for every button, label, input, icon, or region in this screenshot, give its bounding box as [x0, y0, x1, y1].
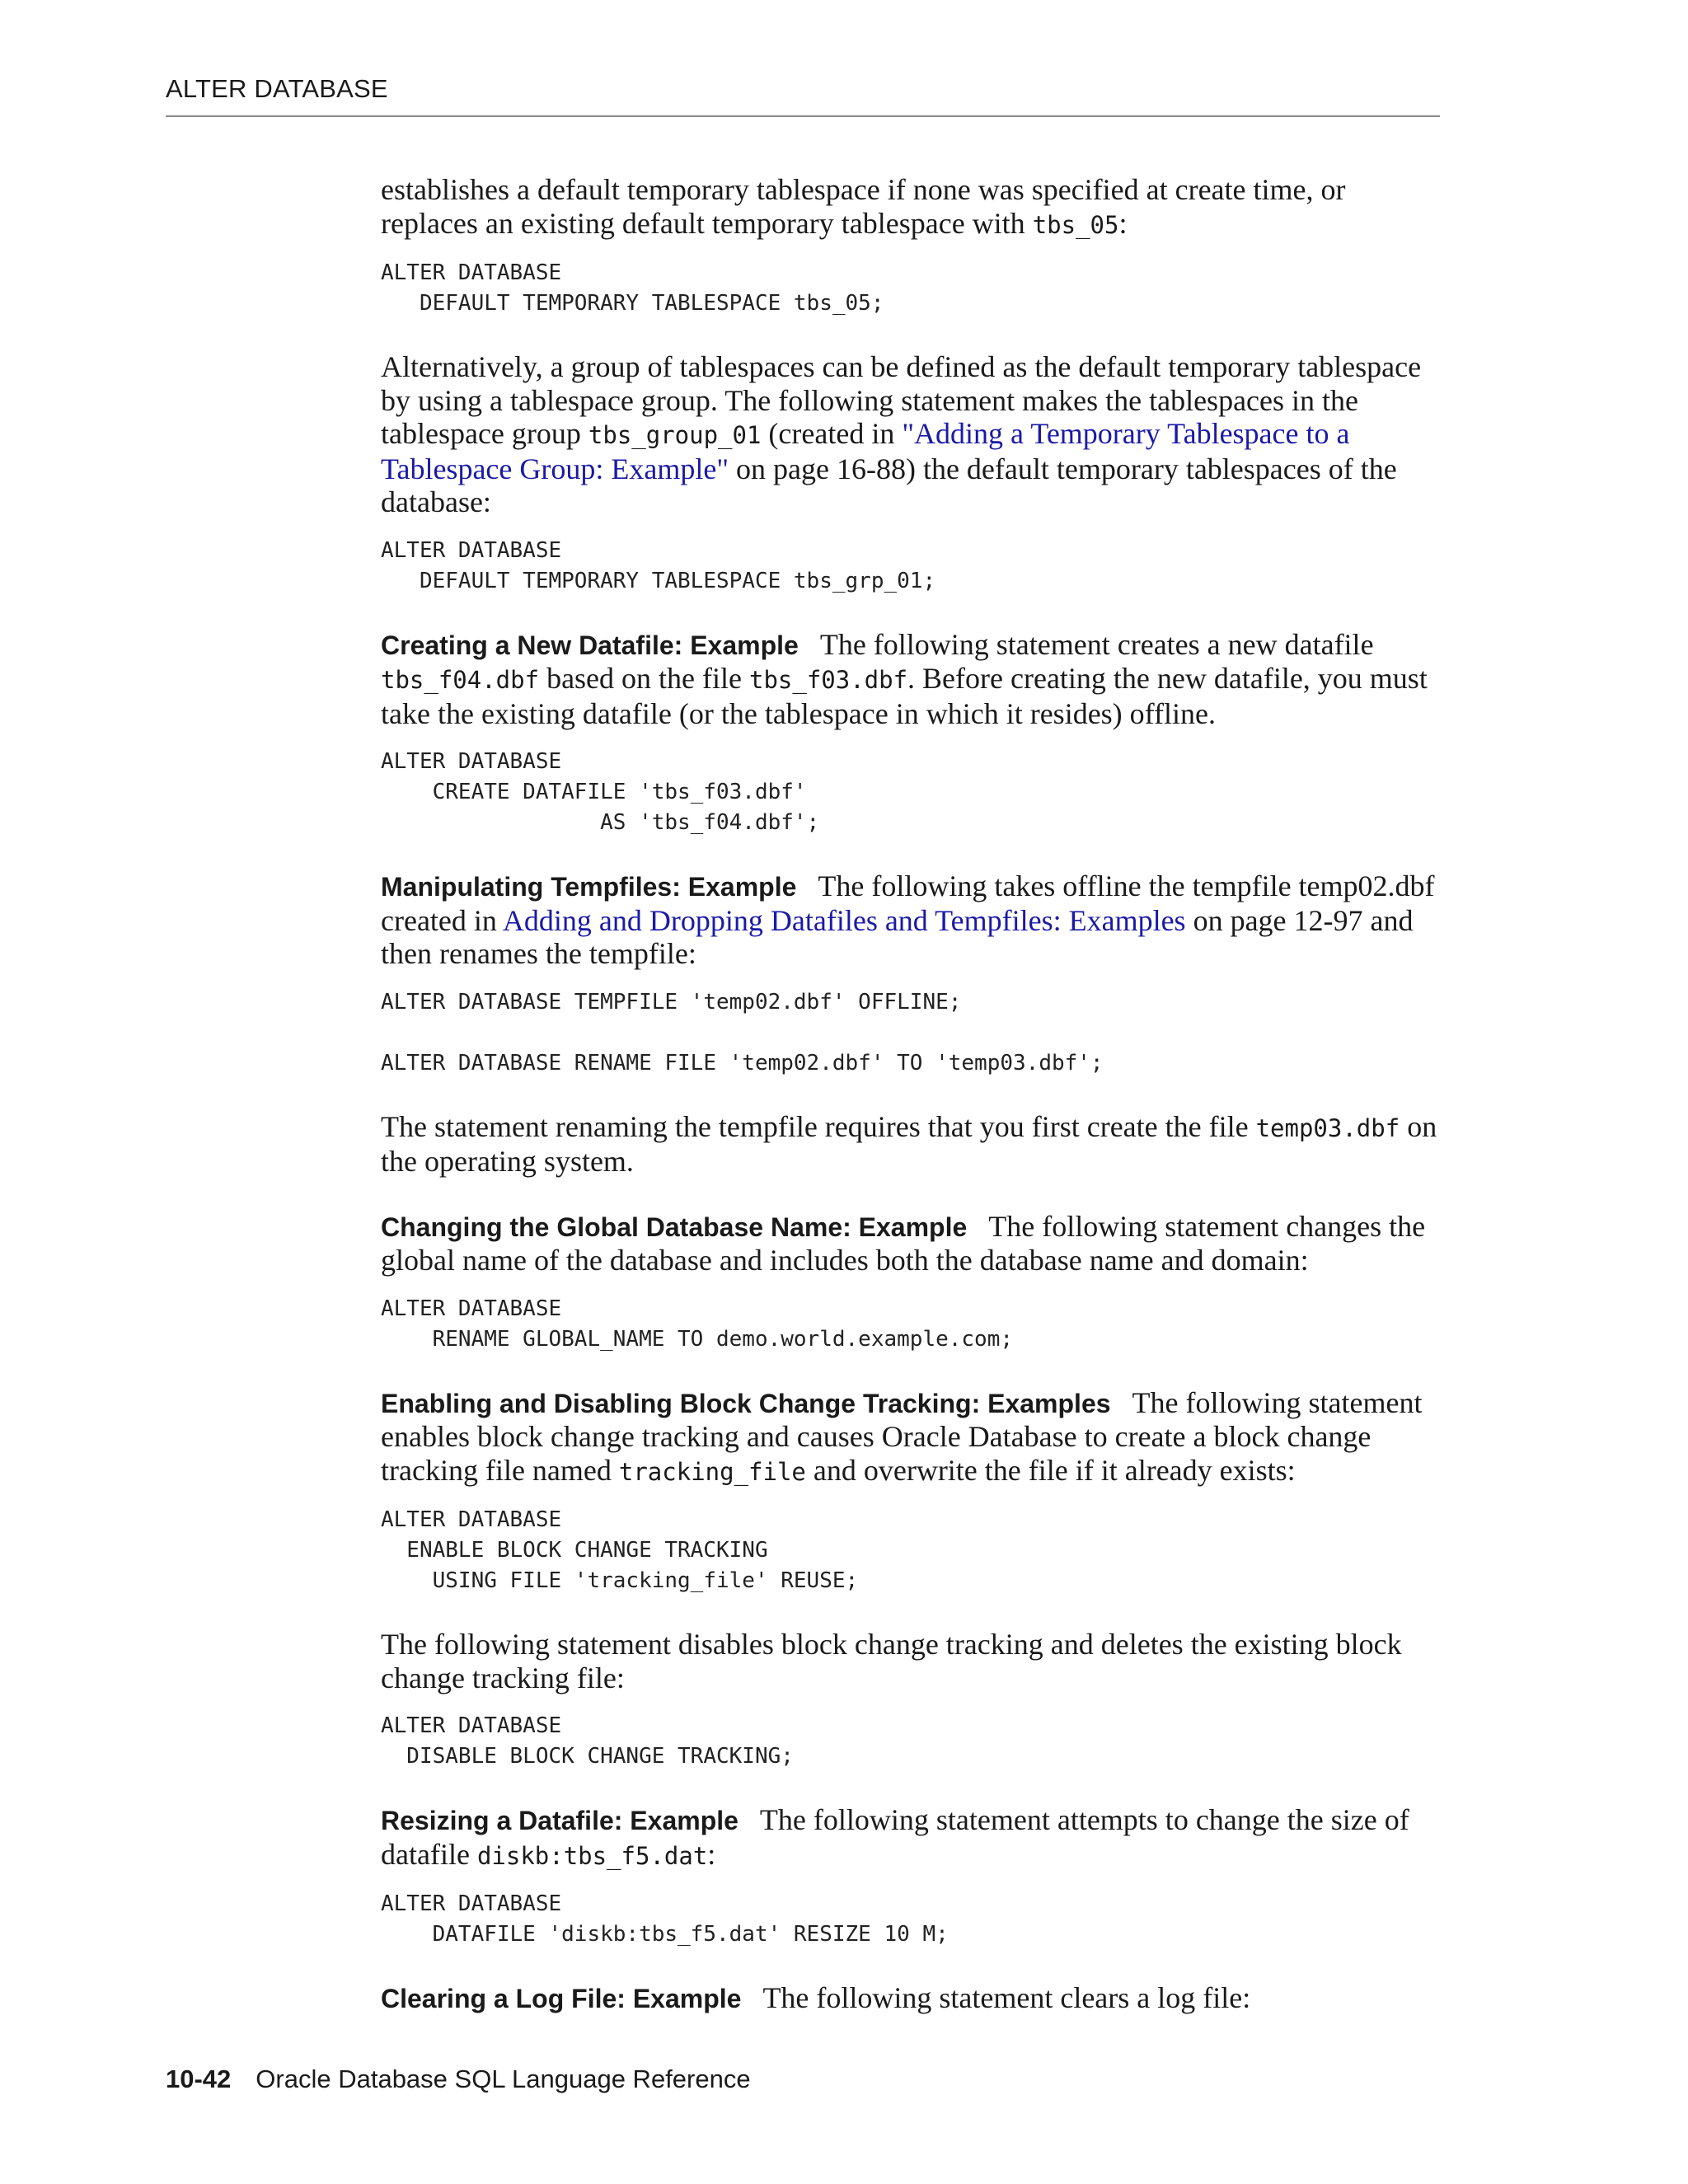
paragraph-text: The following statement enables block change tracking and causes Oracle Database to create a block change tracking file named — [381, 1385, 1423, 1487]
code-example: ALTER DATABASE CREATE DATAFILE 'tbs_f03.dbf' AS 'tbs_f04.dbf'; — [381, 749, 820, 835]
example-section — [381, 628, 1440, 731]
paragraph-text: . Before creating the new datafile, you must take the existing datafile (or the tablespace in which it resides) offline. — [381, 662, 1428, 730]
code-example: ALTER DATABASE DEFAULT TEMPORARY TABLESPACE tbs_05; — [381, 260, 884, 316]
paragraph-text: on the operating system. — [381, 1109, 1437, 1178]
paragraph-text: : — [707, 1837, 716, 1871]
paragraph-text: The statement renaming the tempfile requires that you first create the file — [381, 1109, 1256, 1143]
inline-code: temp03.dbf — [1255, 1113, 1400, 1142]
paragraph-text: The following statement changes the global name of the database and includes both the database name and domain: — [381, 1209, 1426, 1277]
paragraph-text: The following statement creates a new datafile — [819, 627, 1374, 661]
paragraph-text: on page 12-97 and then renames the tempfile: — [381, 903, 1414, 970]
example-heading: Enabling and Disabling Block Change Tracking: Examples — [381, 1388, 1111, 1418]
paragraph-text: : — [1118, 206, 1128, 240]
page-content — [381, 173, 1440, 2016]
example-heading: Changing the Global Database Name: Example — [381, 1212, 968, 1242]
paragraph-text: The following statement clears a log file: — [762, 1981, 1251, 2014]
book-title: Oracle Database SQL Language Reference — [256, 2064, 751, 2093]
example-section — [381, 1386, 1440, 1489]
example-section — [381, 1803, 1440, 1872]
inline-code: diskb:tbs_f5.dat — [476, 1841, 708, 1870]
header-rule — [166, 115, 1440, 117]
running-header: ALTER DATABASE — [166, 74, 388, 103]
paragraph — [381, 350, 1440, 519]
paragraph-text: Alternatively, a group of tablespaces can be defined as the default temporary tablespace by using a tablespace group. The following statement makes the tablespaces in the tablespace group — [381, 350, 1422, 450]
inline-code: tbs_f03.dbf — [748, 666, 908, 694]
paragraph-text: and overwrite the file if it already exists: — [805, 1453, 1296, 1487]
inline-code: tbs_f04.dbf — [381, 666, 540, 694]
paragraph: The following statement disables block change tracking and deletes the existing block change tracking file: — [381, 1628, 1402, 1694]
paragraph-text: The following takes offline the tempfile temp02.dbf created in — [381, 869, 1435, 937]
paragraph-text: The following statement attempts to change the size of datafile — [381, 1803, 1409, 1871]
paragraph-text: (created in — [761, 417, 903, 450]
example-section — [381, 1981, 1440, 2016]
inline-code: tbs_05 — [1032, 210, 1119, 239]
cross-reference-link[interactable]: Adding and Dropping Datafiles and Tempfiles: Examples — [502, 903, 1186, 937]
paragraph-text: establishes a default temporary tablespace if none was specified at create time, or replaces an existing default temporary tablespace with — [381, 173, 1346, 240]
paragraph — [381, 173, 1440, 241]
example-heading: Resizing a Datafile: Example — [381, 1806, 738, 1835]
paragraph — [381, 1110, 1440, 1179]
code-example: ALTER DATABASE DISABLE BLOCK CHANGE TRACKING; — [381, 1713, 794, 1769]
example-section — [381, 869, 1440, 971]
example-heading: Clearing a Log File: Example — [381, 1984, 742, 2013]
code-example: ALTER DATABASE TEMPFILE 'temp02.dbf' OFFLINE; ALTER DATABASE RENAME FILE 'temp02.dbf' TO 'temp03.dbf'; — [381, 989, 1104, 1076]
code-example: ALTER DATABASE RENAME GLOBAL_NAME TO demo.world.example.com; — [381, 1296, 1014, 1352]
code-example: ALTER DATABASE DEFAULT TEMPORARY TABLESPACE tbs_grp_01; — [381, 537, 936, 593]
page-number: 10-42 — [166, 2064, 232, 2093]
inline-code: tbs_group_01 — [588, 421, 762, 449]
example-heading: Creating a New Datafile: Example — [381, 630, 799, 660]
code-example: ALTER DATABASE DATAFILE 'diskb:tbs_f5.dat' RESIZE 10 M; — [381, 1891, 949, 1947]
cross-reference-link[interactable]: "Adding a Temporary Tablespace to a Tablespace Group: Example" — [381, 417, 1350, 485]
code-example: ALTER DATABASE ENABLE BLOCK CHANGE TRACKING USING FILE 'tracking_file' REUSE; — [381, 1507, 859, 1593]
example-section — [381, 1210, 1440, 1277]
paragraph-text: on page 16-88) the default temporary tablespaces of the database: — [381, 452, 1397, 518]
paragraph-text: based on the file — [539, 662, 749, 695]
inline-code: tracking_file — [618, 1457, 806, 1486]
page-footer — [166, 2064, 751, 2094]
example-heading: Manipulating Tempfiles: Example — [381, 872, 797, 902]
